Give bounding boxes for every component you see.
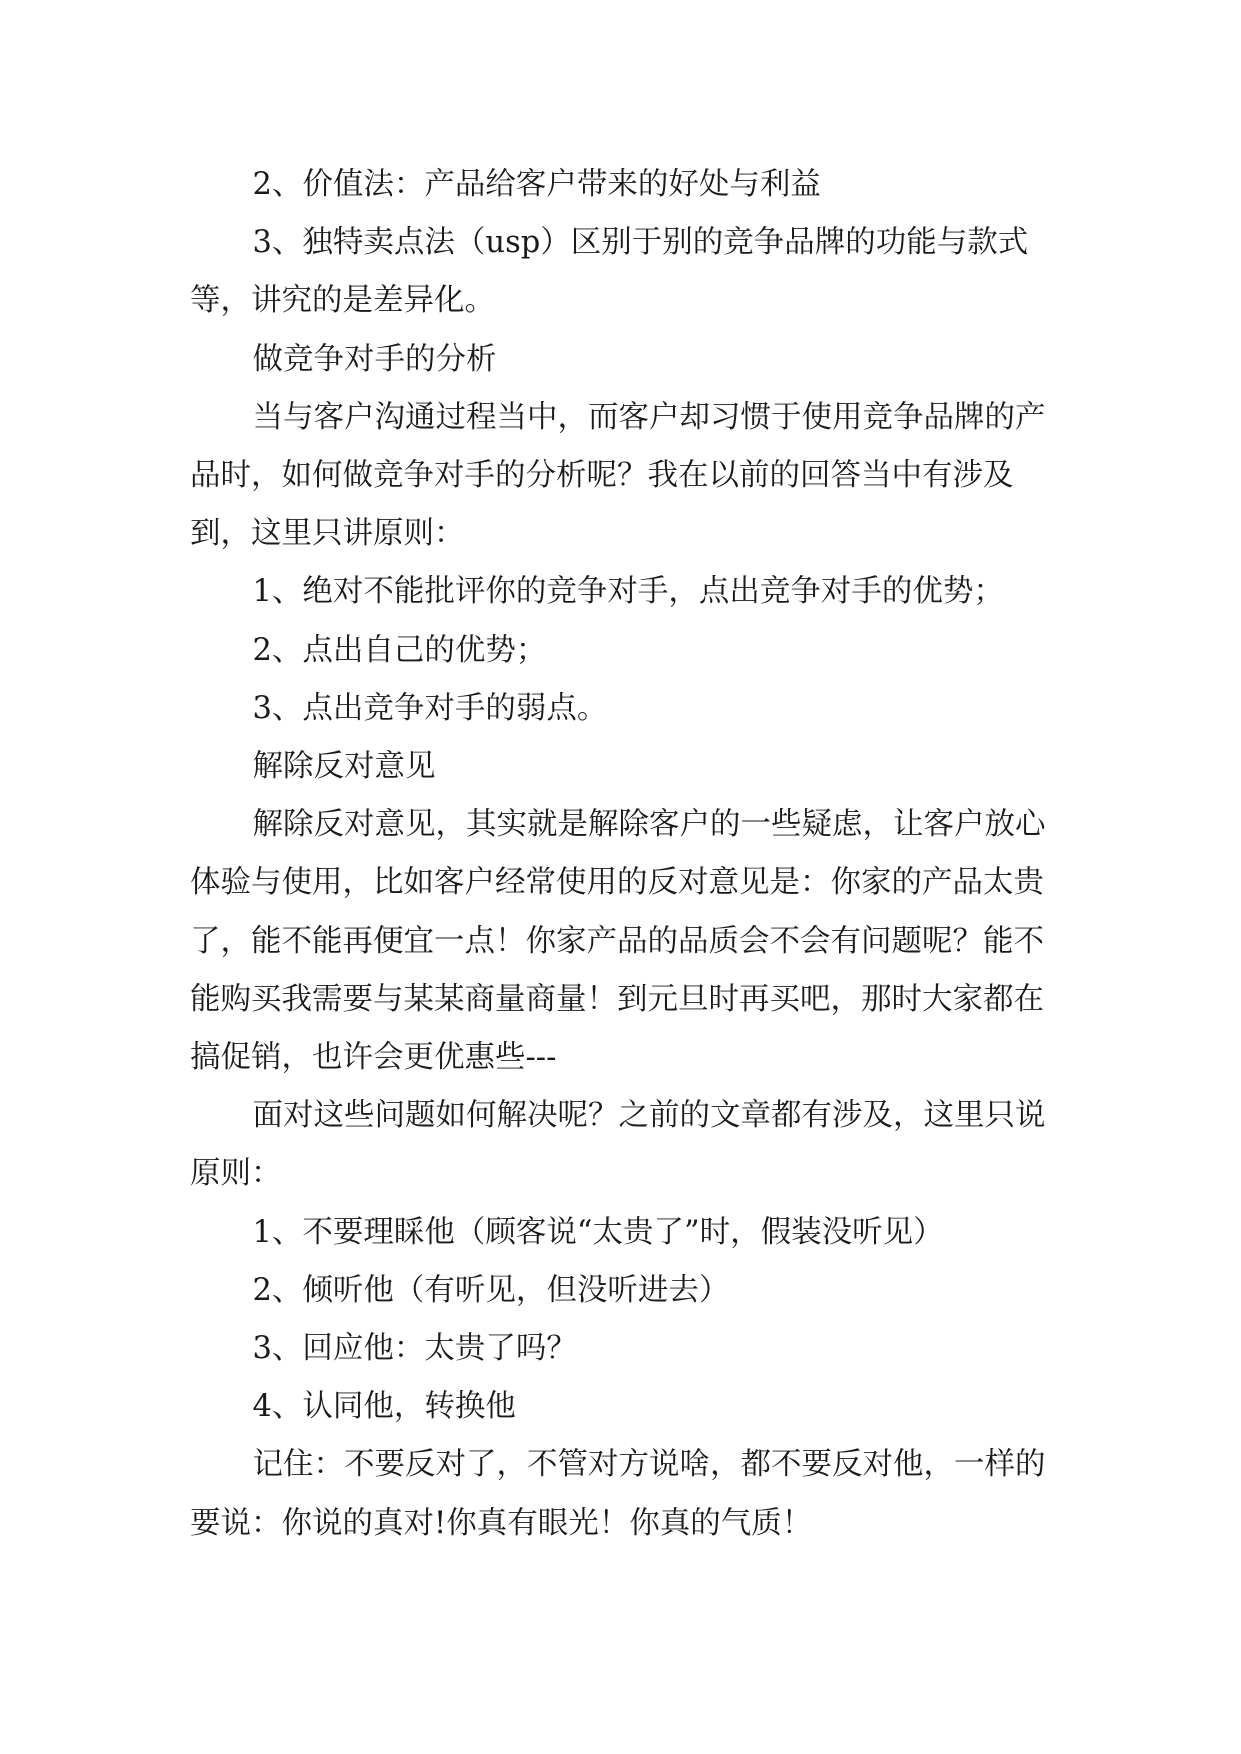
heading-competitor-analysis: 做竞争对手的分析 xyxy=(252,341,497,377)
paragraph-competitor-rule-3: 3、点出竞争对手的弱点。 xyxy=(252,690,608,726)
heading-resolve-objections: 解除反对意见 xyxy=(252,749,436,785)
paragraph-objection-rule-1: 1、不要理睬他（顾客说“太贵了”时，假装没听见） xyxy=(252,1214,944,1250)
paragraph-objection-rule-4: 4、认同他，转换他 xyxy=(252,1389,516,1425)
paragraph-competitor-rule-2: 2、点出自己的优势； xyxy=(252,632,547,668)
paragraph-objections-principles: 面对这些问题如何解决呢？之前的文章都有涉及，这里只说原则： xyxy=(190,1098,1046,1192)
paragraph-competitor-intro: 当与客户沟通过程当中，而客户却习惯于使用竞争品牌的产品时，如何做竞争对手的分析呢？我在以前的回答当中有涉及到，这里只讲原则： xyxy=(190,399,1046,552)
paragraph-usp-method: 3、独特卖点法（usp）区别于别的竞争品牌的功能与款式等，讲究的是差异化。 xyxy=(190,225,1029,319)
paragraph-objection-rule-2: 2、倾听他（有听见，但没听进去） xyxy=(252,1272,730,1308)
paragraph-value-method: 2、价值法：产品给客户带来的好处与利益 xyxy=(252,167,821,202)
document-body xyxy=(190,156,1070,1553)
paragraph-competitor-rule-1: 1、绝对不能批评你的竞争对手，点出竞争对手的优势； xyxy=(252,574,1004,610)
paragraph-objection-rule-3: 3、回应他：太贵了吗？ xyxy=(252,1331,577,1367)
paragraph-objections-intro: 解除反对意见，其实就是解除客户的一些疑虑，让客户放心体验与使用，比如客户经常使用的反对意见是：你家的产品太贵了，能不能再便宜一点！你家产品的品质会不会有问题呢？能不能购买我需要与某某商量商量！到元旦时再买吧，那时大家都在搞促销，也许会更优惠些--- xyxy=(190,807,1046,1076)
paragraph-remember: 记住：不要反对了，不管对方说啥，都不要反对他，一样的要说：你说的真对!你真有眼光！你真的气质！ xyxy=(190,1447,1046,1541)
